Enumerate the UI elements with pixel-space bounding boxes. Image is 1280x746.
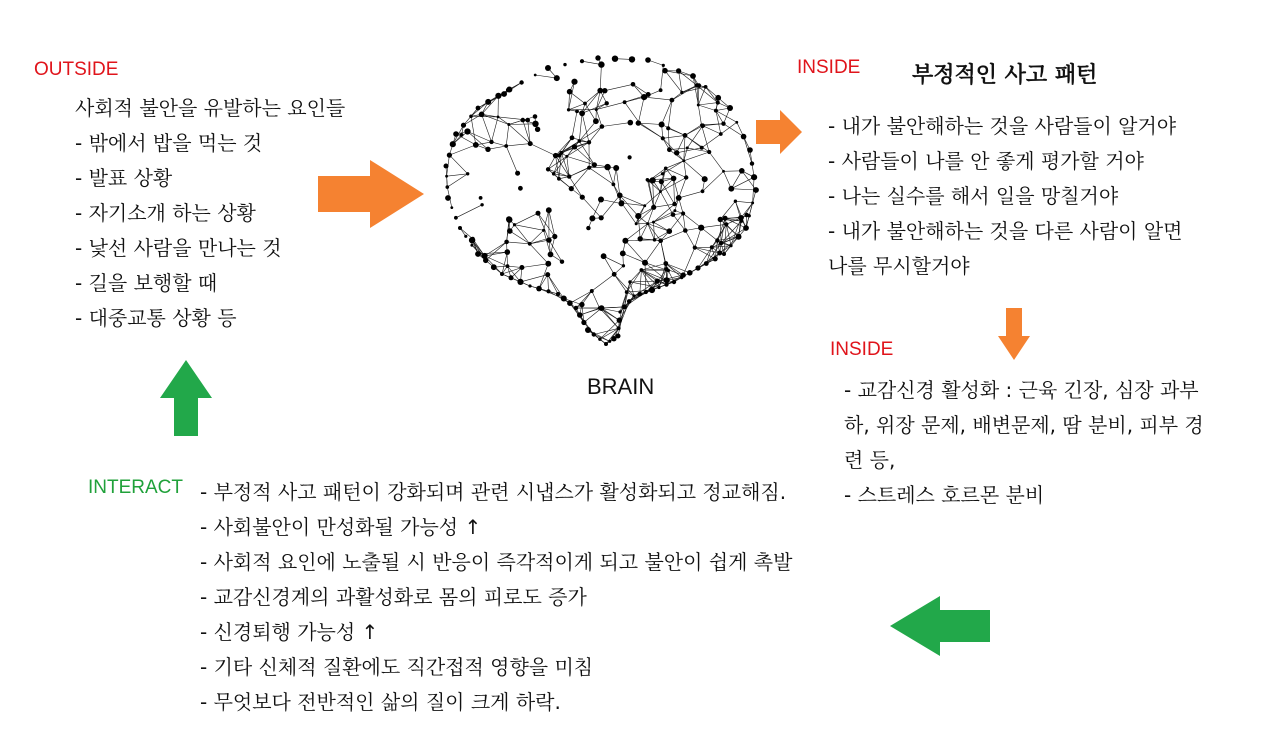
thought-line: - 내가 불안해하는 것을 사람들이 알거야 [828,114,1177,138]
inside-body-tag: INSIDE [830,339,894,360]
thought-line: - 사람들이 나를 안 좋게 평가할 거야 [828,149,1144,173]
body-line: - 스트레스 호르몬 분비 [844,483,1045,507]
brain-network-icon [438,50,768,350]
interact-line: - 사회적 요인에 노출될 시 반응이 즉각적이게 되고 불안이 쉽게 촉발 [200,550,793,574]
body-line: 련 등, [844,448,896,472]
thought-line: 나를 무시할거야 [828,254,970,278]
interact-line: - 사회불안이 만성화될 가능성 ↑ [200,515,482,539]
interact-line: - 교감신경계의 과활성화로 몸의 피로도 증가 [200,585,587,609]
arrow-right-icon [756,110,804,154]
inside-thoughts-tag: INSIDE [797,57,861,78]
arrow-left-icon [890,596,992,656]
interact-line: - 부정적 사고 패턴이 강화되며 관련 시냅스가 활성화되고 정교해짐. [200,480,787,504]
arrow-up-icon [160,360,212,436]
arrow-right-icon [318,160,426,228]
outside-line: - 낯선 사람을 만나는 것 [75,236,282,260]
outside-line: - 발표 상황 [75,166,173,190]
interact-effect-list [200,475,792,720]
brain-label: BRAIN [587,374,655,399]
outside-line: - 자기소개 하는 상황 [75,201,256,225]
negative-thought-heading: 부정적인 사고 패턴 [912,63,1098,88]
outside-line: - 대중교통 상황 등 [75,306,237,330]
outside-tag: OUTSIDE [34,59,119,80]
negative-thought-list [828,109,1182,284]
body-response-list [844,373,1204,513]
thought-line: - 내가 불안해하는 것을 다른 사람이 알면 [828,219,1183,243]
outside-line: 사회적 불안을 유발하는 요인들 [75,96,346,120]
outside-factor-list [75,91,345,336]
arrow-down-icon [998,308,1030,360]
interact-line: - 신경퇴행 가능성 ↑ [200,620,379,644]
thought-line: - 나는 실수를 해서 일을 망칠거야 [828,184,1119,208]
interact-line: - 기타 신체적 질환에도 직간접적 영향을 미침 [200,655,594,679]
interact-tag: INTERACT [88,477,183,498]
interact-line: - 무엇보다 전반적인 삶의 질이 크게 하락. [200,690,561,714]
body-line: 하, 위장 문제, 배변문제, 땀 분비, 피부 경 [844,413,1204,437]
outside-line: - 길을 보행할 때 [75,271,218,295]
outside-line: - 밖에서 밥을 먹는 것 [75,131,263,155]
body-line: - 교감신경 활성화 : 근육 긴장, 심장 과부 [844,378,1199,402]
